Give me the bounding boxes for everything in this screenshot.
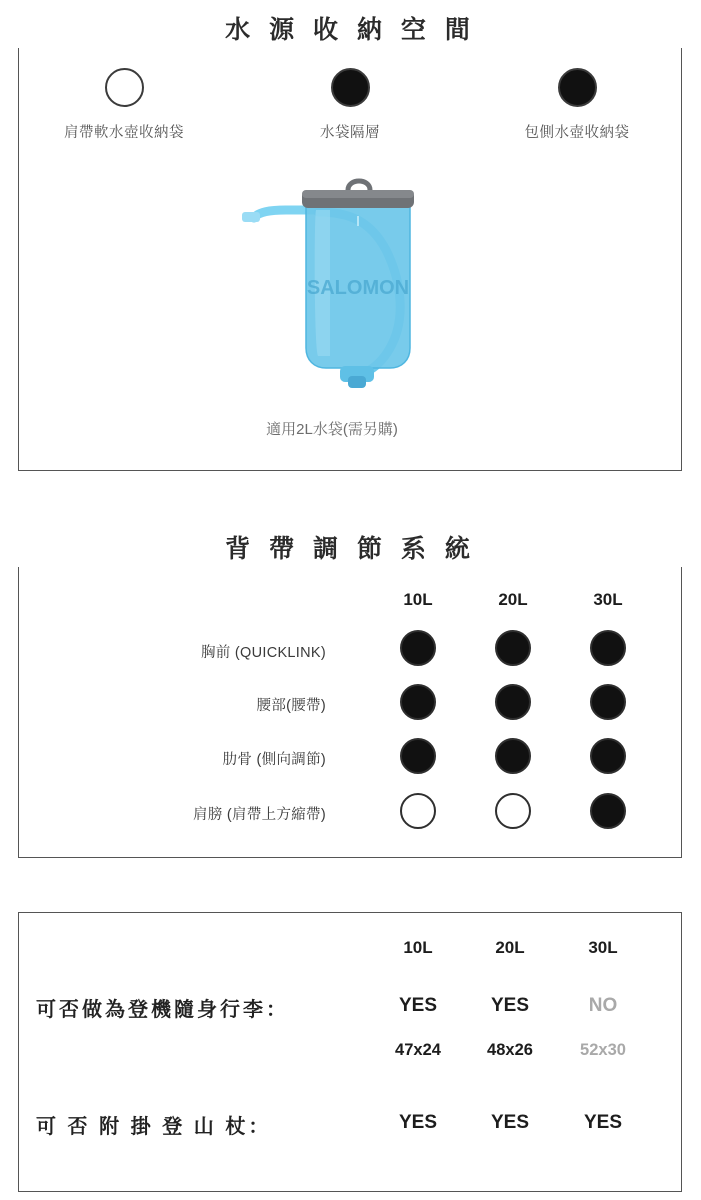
strap-row-3-label: 肩膀 (肩帶上方縮帶) [193,807,326,823]
specs-row-1-value-0: YES [398,1112,438,1133]
strap-cell-0-1[interactable] [495,630,531,666]
specs-col-head-0: 10L [403,938,433,957]
specs-row-0-sub-2: 52x30 [580,1041,626,1059]
water-option-2-label: 包側水壺收納袋 [524,125,630,141]
strap-col-head-2: 30L [593,590,623,609]
specs-row-0-sub-1: 48x26 [487,1041,533,1059]
strap-cell-2-1[interactable] [495,738,531,774]
water-option-2[interactable] [477,68,677,142]
bladder-illustration [18,170,682,400]
bladder-brand-text: SALOMON [306,277,410,299]
strap-row-1-label: 腰部(腰帶) [256,698,326,714]
strap-adjust-title: 背 帶 調 節 系 統 [0,527,701,567]
water-caption: 適用2L水袋(需另購) [266,421,398,438]
specs-row-1-value-1: YES [490,1112,530,1133]
strap-cell-3-1[interactable] [495,793,531,829]
option-dot-filled-icon [331,68,370,107]
strap-row-0-label: 胸前 (QUICKLINK) [200,645,326,661]
specs-col-head-1: 20L [495,938,525,957]
specs-row-0-value-1: YES [490,995,530,1016]
strap-cell-0-2[interactable] [590,630,626,666]
specs-row-1-value-2: YES [583,1112,623,1133]
specs-row-0-label: 可否做為登機隨身行李： [36,999,289,1021]
strap-cell-3-0[interactable] [400,793,436,829]
water-option-0[interactable] [24,68,224,142]
specs-row-0-value-2: NO [588,995,618,1016]
specs-row-1-label: 可 否 附 掛 登 山 杖： [36,1116,272,1138]
strap-cell-1-2[interactable] [590,684,626,720]
strap-cell-0-0[interactable] [400,630,436,666]
specs-col-head-2: 30L [588,938,618,957]
strap-cell-2-2[interactable] [590,738,626,774]
water-option-1[interactable] [250,68,450,142]
water-option-0-label: 肩帶軟水壺收納袋 [64,125,184,141]
water-storage-title: 水 源 收 納 空 間 [0,8,701,48]
option-dot-empty-icon [105,68,144,107]
hydration-bladder-svg [18,170,682,400]
option-dot-filled-icon [558,68,597,107]
strap-cell-3-2[interactable] [590,793,626,829]
strap-col-head-0: 10L [403,590,433,609]
strap-cell-1-0[interactable] [400,684,436,720]
strap-row-2-label: 肋骨 (側向調節) [222,752,326,768]
strap-cell-2-0[interactable] [400,738,436,774]
strap-cell-1-1[interactable] [495,684,531,720]
specs-row-0-sub-0: 47x24 [395,1041,441,1059]
water-option-1-label: 水袋隔層 [320,125,380,141]
specs-row-0-value-0: YES [398,995,438,1016]
strap-col-head-1: 20L [498,590,528,609]
